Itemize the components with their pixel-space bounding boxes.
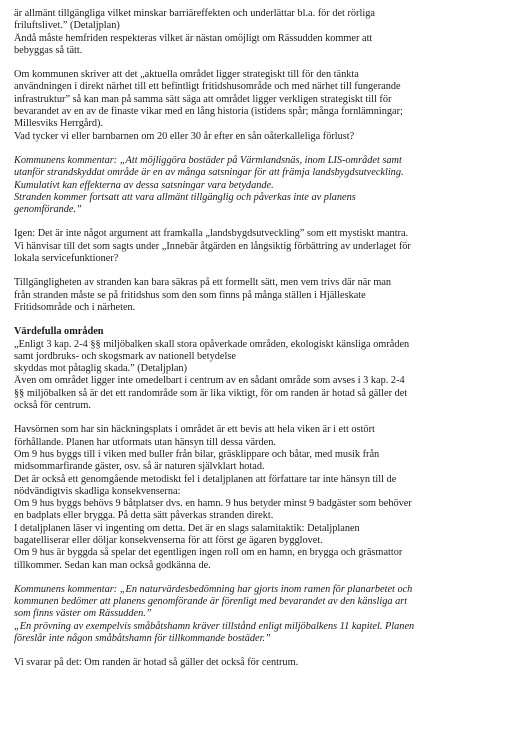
- text-line: Det är också ett genomgående metodiskt fel i detaljplanen att författare tar inte hänsyn till de: [14, 473, 397, 485]
- text-line: Även om området ligger inte omedelbart i centrum av en sådant område som avses i 3 kap. 2-4: [14, 375, 405, 387]
- text-line: Millesviks Herrgård).: [14, 118, 104, 130]
- text-line: „En prövning av exempelvis småbåtshamn kräver tillstånd enligt miljöbalkens 11 kapitel. Planen: [14, 620, 415, 632]
- text-line: en badplats eller brygga. På detta sätt påverkas stranden direkt.: [14, 510, 274, 522]
- text-line: användningen i direkt närhet till ett befintligt fritidshusområde och med närhet till fungerande: [14, 81, 401, 93]
- text-line: är allmänt tillgängliga vilket minskar barriäreffekten och underlättar bl.a. för det rörliga: [14, 8, 375, 19]
- text-line: bebyggas så tätt.: [14, 44, 83, 56]
- text-line: föreslår inte någon småbåtshamn för tillkommande bostäder.”: [14, 633, 271, 645]
- text-line: Kommunens kommentar: „En naturvärdesbedömning har gjorts inom ramen för planarbetet och: [14, 583, 413, 595]
- section-heading: Värdefulla områden: [14, 326, 104, 338]
- text-line: genomförande.”: [14, 204, 82, 216]
- text-line: bagatelliserar eller döljar konsekvenserna för att först ge ägaren bygglovet.: [14, 534, 323, 546]
- text-line: som finns väster om Rässudden.”: [14, 608, 152, 620]
- text-line: Vad tycker vi eller barnbarnen om 20 eller 30 år efter en sån oåterkalleliga förlust?: [14, 130, 355, 142]
- text-line: Vi svarar på det: Om randen är hotad så gäller det också för centrum.: [14, 657, 299, 669]
- text-line: från stranden måste se på fritidshus som den som finns på många ställen i Hjälleskate: [14, 289, 366, 301]
- text-line: lokala servicefunktioner?: [14, 253, 119, 265]
- paragraph-havsornen: [14, 424, 495, 572]
- paragraph-landsbygdsutveckling: [14, 228, 495, 265]
- text-line: Tillgängligheten av stranden kan bara säkras på ett formellt sätt, men vem trivs där när man: [14, 277, 392, 289]
- paragraph-detaljplan-citat: [14, 8, 495, 57]
- text-line: tillkommer. Sedan kan man också godkänna de.: [14, 559, 211, 571]
- text-line: Om 9 hus är byggda så spelar det egentligen ingen roll om en hamn, en brygga och gräsmattor: [14, 547, 403, 559]
- text-line: Igen: Det är inte något argument att framkalla „landsbygdsutveckling” som ett mystiskt mantra.: [14, 228, 409, 240]
- text-line: bevarandet av en av de finaste vikar med en lång historia (istidens spår; många fornlämningar;: [14, 106, 403, 118]
- text-line: Kumulativt kan effekterna av dessa satsningar vara betydande.: [14, 179, 274, 191]
- text-line: I detaljplanen läser vi ingenting om detta. Det är en slags salamitaktik: Detaljplanen: [14, 522, 360, 534]
- text-line: också för centrum.: [14, 400, 91, 412]
- text-line: Fritidsområde och i närheten.: [14, 301, 136, 313]
- text-line: samt jordbruks- och skogsmark av nationell betydelse: [14, 350, 236, 362]
- text-line: skyddas mot påtaglig skada.” (Detaljplan): [14, 363, 187, 375]
- section-vardefulla-omraden: [14, 326, 495, 412]
- text-line: „Enligt 3 kap. 2-4 §§ miljöbalken skall stora opåverkade områden, ekologiskt känsliga områden: [14, 338, 410, 350]
- paragraph-tillganglighet: [14, 277, 495, 314]
- text-line: utanför strandskyddat område är en av många satsningar för att främja landsbygdsutveckling.: [14, 167, 404, 179]
- text-line: Om 9 hus byggs behövs 9 båtplatser dvs. en hamn. 9 hus betyder minst 9 badgäster som behöver: [14, 498, 412, 510]
- text-line: förhållande. Planen har utformats utan hänsyn till dessa värden.: [14, 436, 276, 448]
- paragraph-kommunens-kommentar-2: [14, 584, 495, 645]
- text-line: Kommunens kommentar: „Att möjliggöra bostäder på Värmlandsnäs, inom LIS-området samt: [14, 154, 402, 166]
- text-line: Havsörnen som har sin häckningsplats i området är ett bevis att hela viken är i ett ostört: [14, 424, 375, 436]
- text-line: Ändå måste hemfriden respekteras vilket är nästan omöjligt om Rässudden kommer att: [14, 32, 373, 44]
- paragraph-vi-svarar: [14, 657, 495, 669]
- text-line: kommunen bedömer att planens genomförande är förenligt med bevarandet av den känsliga art: [14, 596, 408, 608]
- text-line: friluftslivet.” (Detaljplan): [14, 20, 120, 32]
- text-line: Om 9 hus byggs till i viken med buller från bilar, gräsklippare och båtar, med musik från: [14, 448, 380, 460]
- text-line: nödvändigtvis skadliga konsekvenserna:: [14, 485, 181, 497]
- paragraph-strategiskt-lage: [14, 69, 495, 143]
- paragraph-kommunens-kommentar-1: [14, 155, 495, 216]
- text-line: Vi hänvisar till det som sagts under „Innebär åtgärden en långsiktig förbättring av underlaget för: [14, 240, 411, 252]
- text-line: §§ miljöbalken så är det ett randområde som är lika viktigt, för om randen är hotad så gäller det: [14, 387, 408, 399]
- text-line: midsommarfirande gäster, osv. så är naturen självklart hotad.: [14, 461, 265, 473]
- text-line: infrastruktur” så kan man på samma sätt säga att området ligger verkligen strategiskt till för: [14, 93, 392, 105]
- text-line: Om kommunen skriver att det „aktuella området ligger strategiskt till för den tänkta: [14, 69, 359, 81]
- text-line: Stranden kommer fortsatt att vara allmänt tillgänglig och påverkas inte av planens: [14, 191, 356, 203]
